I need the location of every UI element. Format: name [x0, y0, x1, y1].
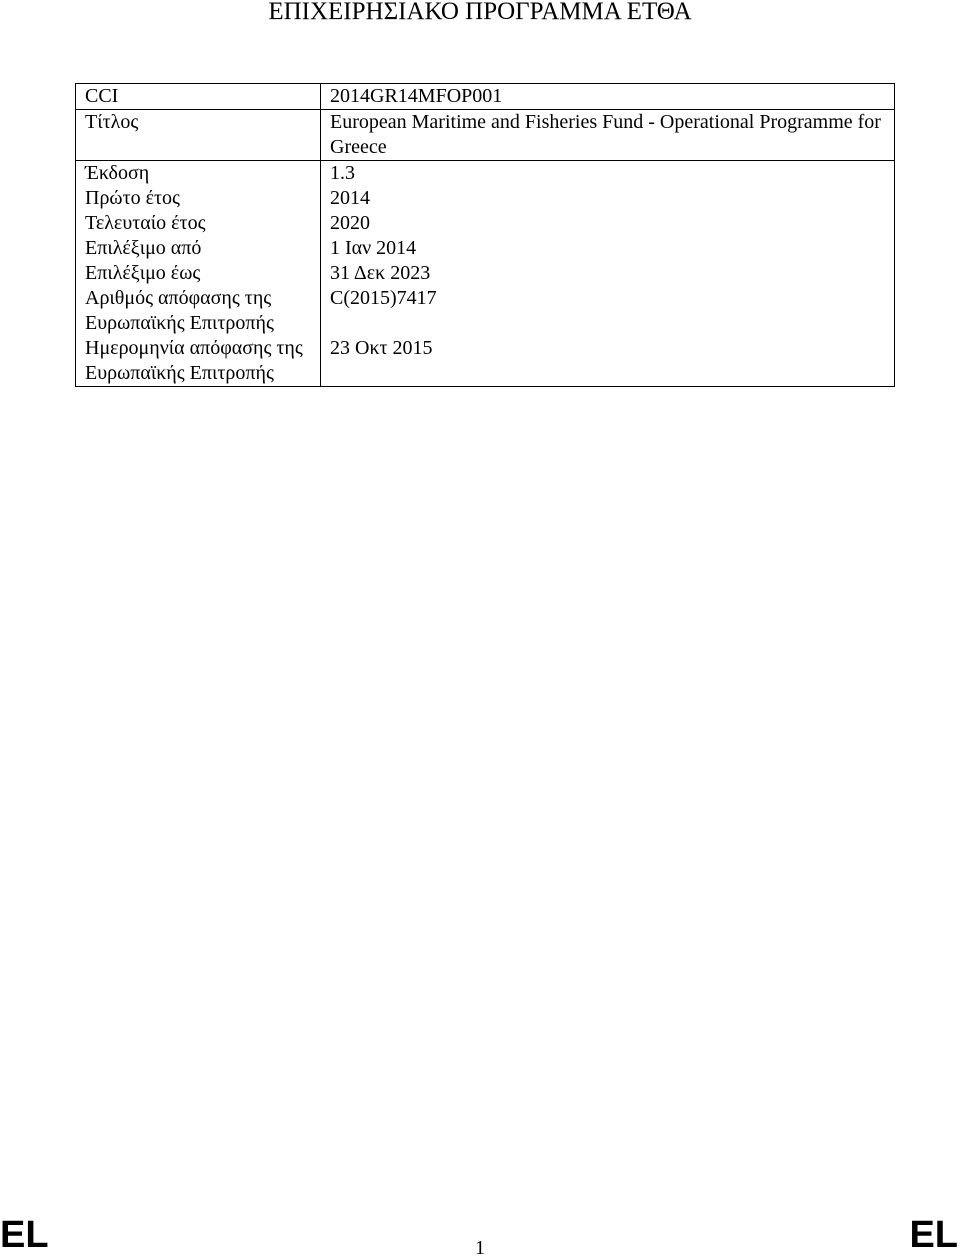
table-row	[76, 336, 895, 387]
row-value: 23 Οκτ 2015	[321, 336, 895, 387]
row-label: Επιλέξιμο έως	[76, 261, 321, 286]
row-value: 2014GR14MFOP001	[321, 84, 895, 110]
document-title: ΕΠΙΧΕΙΡΗΣΙΑΚΟ ΠΡΟΓΡΑΜΜΑ ΕΤΘΑ	[268, 0, 692, 25]
row-value: 2020	[321, 211, 895, 236]
programme-info-table	[75, 83, 895, 387]
row-label: Πρώτο έτος	[76, 186, 321, 211]
row-label: Τελευταίο έτος	[76, 211, 321, 236]
footer-language-code-right: EL	[909, 1214, 958, 1256]
row-value: 2014	[321, 186, 895, 211]
row-label: Τίτλος	[76, 110, 321, 161]
row-label: Έκδοση	[76, 161, 321, 187]
row-value: 31 Δεκ 2023	[321, 261, 895, 286]
row-label: Επιλέξιμο από	[76, 236, 321, 261]
table-row	[76, 161, 895, 187]
footer-language-code-left: EL	[0, 1214, 49, 1256]
table-row	[76, 186, 895, 211]
row-value: 1.3	[321, 161, 895, 187]
table-row	[76, 236, 895, 261]
row-value: 1 Ιαν 2014	[321, 236, 895, 261]
row-label: CCI	[76, 84, 321, 110]
page-number: 1	[475, 1237, 485, 1259]
row-value: C(2015)7417	[321, 286, 895, 336]
table-row	[76, 110, 895, 161]
table-row	[76, 84, 895, 110]
row-label: Αριθμός απόφασης της Ευρωπαϊκής Επιτροπής	[76, 286, 321, 336]
table-row	[76, 211, 895, 236]
row-label: Ημερομηνία απόφασης της Ευρωπαϊκής Επιτροπής	[76, 336, 321, 387]
table-row	[76, 261, 895, 286]
row-value: European Maritime and Fisheries Fund - Operational Programme for Greece	[321, 110, 895, 161]
table-row	[76, 286, 895, 336]
